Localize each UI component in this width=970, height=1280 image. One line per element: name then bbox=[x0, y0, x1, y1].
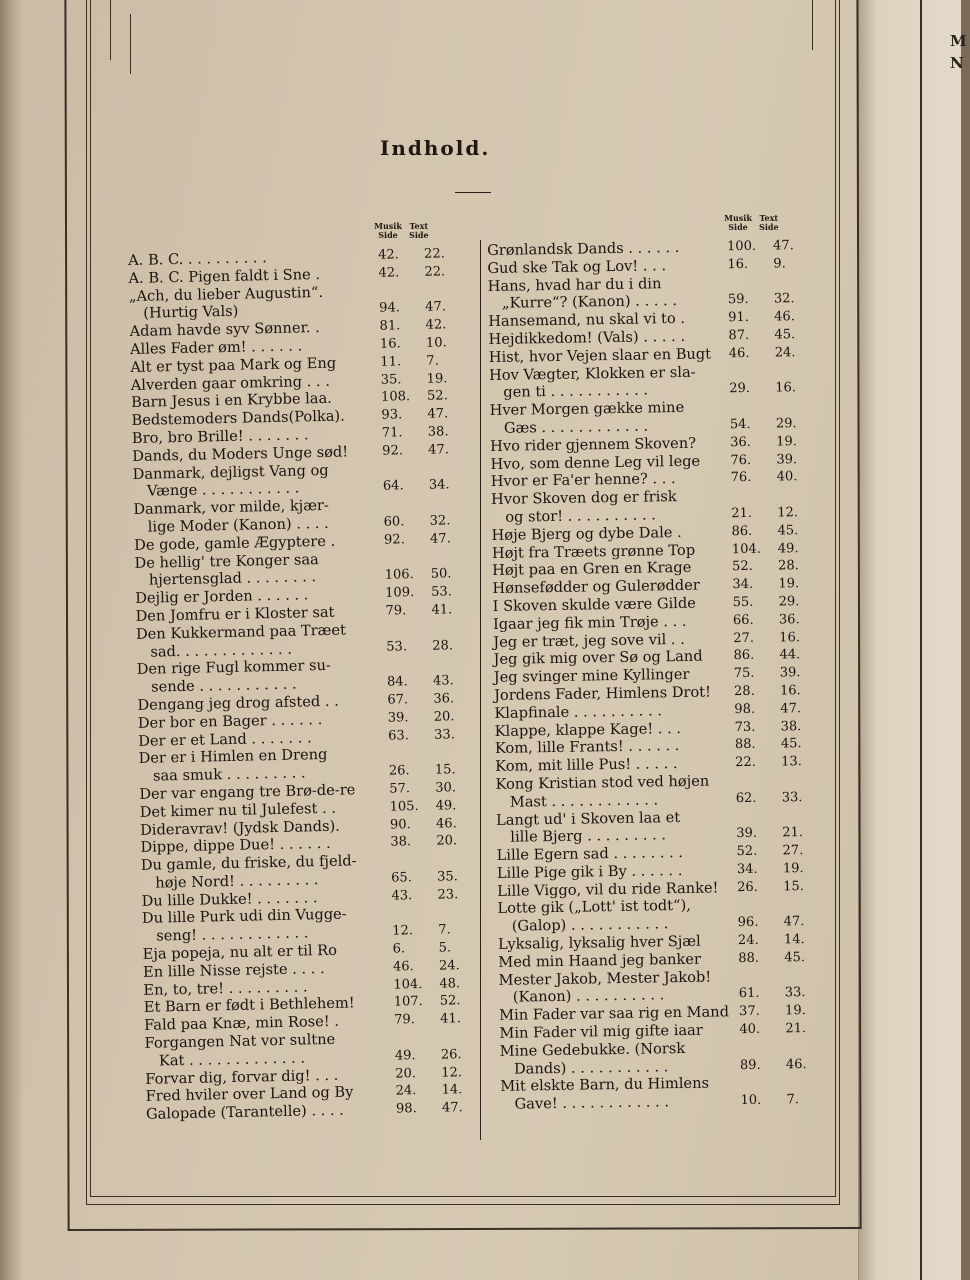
entry-title: Dengang jeg drog afsted . . bbox=[137, 692, 340, 714]
musik-page-number: 75. bbox=[733, 665, 755, 682]
musik-label: Musik bbox=[374, 221, 402, 231]
musik-page-number: 94. bbox=[379, 300, 401, 317]
musik-page-number: 92. bbox=[383, 532, 405, 548]
entry-title: Lille Viggo, vil du ride Ranke! bbox=[497, 879, 719, 900]
musik-page-number: 26. bbox=[737, 879, 758, 895]
musik-page-number: 88. bbox=[738, 950, 760, 967]
musik-page-number: 52. bbox=[736, 843, 758, 860]
musik-page-number: 63. bbox=[388, 727, 410, 744]
text-page-number: 12. bbox=[441, 1064, 463, 1081]
text-page-number: 50. bbox=[430, 566, 452, 583]
musik-page-number: 76. bbox=[730, 470, 752, 486]
entry-title: A. B. C. Pigen faldt i Sne . bbox=[128, 265, 321, 287]
musik-page-number: 91. bbox=[728, 310, 750, 326]
text-page-number: 22. bbox=[423, 246, 445, 262]
text-label: Text bbox=[409, 221, 429, 231]
entry-title: Kong Kristian stod ved højen bbox=[495, 772, 710, 793]
text-page-number: 14. bbox=[441, 1082, 463, 1099]
musik-side-header bbox=[374, 222, 402, 240]
musik-page-number: 84. bbox=[386, 674, 408, 690]
musik-page-number: 89. bbox=[739, 1057, 761, 1073]
text-page-number: 47. bbox=[780, 700, 802, 717]
entry-title: Jeg svinger mine Kyllinger bbox=[493, 665, 690, 687]
entry-title: Du gamle, du friske, du fjeld- bbox=[140, 852, 357, 874]
text-page-number: 41. bbox=[431, 602, 453, 618]
musik-page-number: 87. bbox=[728, 327, 750, 344]
entry-title-continuation: Kat . . . . . . . . . . . . . bbox=[158, 1049, 306, 1070]
page-title: Indhold. bbox=[380, 136, 491, 160]
musik-page-number: 73. bbox=[734, 719, 756, 735]
text-page-number: 35. bbox=[437, 869, 458, 885]
musik-page-number: 38. bbox=[390, 834, 412, 850]
toc-entry bbox=[500, 1037, 851, 1078]
musik-page-number: 28. bbox=[733, 683, 755, 700]
musik-page-number: 43. bbox=[391, 887, 413, 904]
entry-title: „Ach, du lieber Augustin“. bbox=[128, 283, 324, 305]
entry-title: Eja popeja, nu alt er til Ro bbox=[142, 941, 338, 963]
musik-page-number: 27. bbox=[733, 630, 755, 646]
text-page-number: 45. bbox=[774, 327, 796, 343]
musik-page-number: 107. bbox=[393, 994, 423, 1011]
entry-title: De gode, gamle Ægyptere . bbox=[133, 532, 336, 554]
text-page-number: 44. bbox=[779, 647, 801, 663]
text-side-header bbox=[405, 222, 433, 240]
text-page-number: 40. bbox=[776, 469, 798, 485]
text-page-number: 14. bbox=[783, 932, 805, 948]
entry-title: A. B. C. . . . . . . . . . bbox=[128, 249, 267, 269]
entry-title: Den rige Fugl kommer su- bbox=[136, 657, 332, 679]
text-page-number: 47. bbox=[772, 238, 794, 254]
musik-page-number: 105. bbox=[389, 798, 419, 815]
column-headers-left bbox=[374, 222, 433, 240]
entry-title-continuation: gen ti . . . . . . . . . . . bbox=[503, 381, 649, 402]
musik-page-number: 79. bbox=[393, 1012, 415, 1028]
entry-title-continuation: hjertensglad . . . . . . . . bbox=[148, 568, 317, 589]
musik-page-number: 35. bbox=[380, 371, 402, 388]
text-page-number: 29. bbox=[775, 416, 797, 432]
title-rule bbox=[455, 192, 491, 193]
text-page-number: 19. bbox=[778, 576, 800, 592]
text-page-number: 38. bbox=[427, 424, 449, 440]
text-page-number: 45. bbox=[784, 949, 806, 966]
musik-page-number: 88. bbox=[734, 737, 756, 753]
musik-page-number: 76. bbox=[730, 452, 752, 468]
text-side-header bbox=[755, 214, 783, 232]
entry-title: Hvor Skoven dog er frisk bbox=[490, 488, 677, 509]
toc-entry bbox=[497, 895, 848, 936]
entry-title: Dideravrav! (Jydsk Dands). bbox=[139, 817, 341, 839]
text-page-number: 22. bbox=[424, 264, 446, 280]
entry-title-continuation: Dands) . . . . . . . . . . . bbox=[513, 1057, 669, 1078]
entry-title: Hver Morgen gække mine bbox=[489, 399, 685, 420]
entry-title: Dands, du Moders Unge sød! bbox=[132, 443, 349, 465]
entry-title: Barn Jesus i en Krybbe laa. bbox=[130, 390, 333, 412]
entry-title-continuation: Vænge . . . . . . . . . . . bbox=[146, 479, 300, 501]
text-page-number: 49. bbox=[435, 797, 457, 814]
next-page-frame-line bbox=[920, 0, 922, 1280]
entry-title: Alt er tyst paa Mark og Eng bbox=[130, 354, 337, 376]
text-page-number: 46. bbox=[435, 815, 457, 832]
musik-page-number: 34. bbox=[732, 577, 754, 593]
text-page-number: 26. bbox=[440, 1047, 462, 1063]
musik-page-number: 55. bbox=[732, 594, 754, 611]
musik-page-number: 108. bbox=[380, 389, 411, 406]
text-page-number: 48. bbox=[439, 975, 461, 992]
entry-title-continuation: høje Nord! . . . . . . . . . bbox=[155, 871, 319, 892]
text-page-number: 9. bbox=[773, 256, 786, 272]
book-spine-edge bbox=[0, 0, 22, 1280]
column-headers-right bbox=[724, 214, 783, 232]
musik-label: Musik bbox=[724, 213, 752, 223]
musik-page-number: 104. bbox=[393, 976, 423, 993]
text-page-number: 46. bbox=[774, 309, 796, 325]
musik-page-number: 98. bbox=[395, 1101, 417, 1117]
text-page-number: 21. bbox=[782, 825, 804, 841]
text-page-number: 10. bbox=[425, 335, 447, 351]
side-label: Side bbox=[759, 222, 779, 232]
entry-title: Højt paa en Gren en Krage bbox=[492, 559, 692, 580]
musik-page-number: 34. bbox=[736, 861, 758, 878]
entry-title: Dejlig er Jorden . . . . . . bbox=[135, 586, 309, 608]
entry-title-continuation: sad. . . . . . . . . . . . . bbox=[150, 640, 293, 661]
text-page-number: 33. bbox=[784, 985, 806, 1001]
entry-title: Den Kukkermand paa Træet bbox=[135, 621, 347, 643]
entry-title-continuation: Mast . . . . . . . . . . . . bbox=[509, 791, 659, 811]
entry-title: Langt ud' i Skoven laa et bbox=[495, 808, 681, 829]
text-page-number: 27. bbox=[782, 843, 804, 859]
entry-title-continuation: seng! . . . . . . . . . . . . bbox=[156, 924, 309, 945]
frame-line bbox=[110, 0, 111, 60]
musik-page-number: 40. bbox=[739, 1021, 761, 1038]
frame-line bbox=[130, 14, 131, 74]
entry-title: Gud ske Tak og Lov! . . . bbox=[487, 256, 667, 277]
next-page-edge bbox=[858, 0, 961, 1280]
musik-page-number: 52. bbox=[732, 559, 753, 575]
musik-page-number: 64. bbox=[382, 478, 404, 495]
text-page-number: 47. bbox=[428, 442, 450, 458]
entry-title: Min Fader vil mig gifte iaar bbox=[499, 1021, 703, 1042]
entry-title: Adam havde syv Sønner. . bbox=[129, 319, 320, 341]
text-label: Text bbox=[759, 213, 779, 223]
musik-page-number: 92. bbox=[382, 443, 404, 459]
text-page-number: 47. bbox=[441, 1100, 463, 1116]
entry-title: Hans, hvad har du i din bbox=[487, 274, 662, 295]
entry-title: Højt fra Træets grønne Top bbox=[491, 541, 696, 562]
text-page-number: 29. bbox=[778, 594, 800, 610]
entry-title: Lyksalig, lyksalig hver Sjæl bbox=[497, 932, 701, 953]
text-page-number: 28. bbox=[778, 558, 799, 574]
entry-title-continuation: sende . . . . . . . . . . . bbox=[150, 675, 297, 696]
musik-page-number: 60. bbox=[383, 514, 405, 530]
text-page-number: 33. bbox=[781, 789, 803, 806]
toc-entry bbox=[498, 966, 849, 1007]
entry-title: Klappe, klappe Kage! . . . bbox=[494, 719, 682, 740]
text-page-number: 24. bbox=[774, 344, 796, 361]
text-page-number: 15. bbox=[783, 878, 804, 895]
entry-title: Grønlandsk Dands . . . . . . bbox=[487, 238, 680, 259]
text-page-number: 24. bbox=[438, 958, 460, 974]
text-page-number: 32. bbox=[773, 291, 795, 307]
toc-column-right bbox=[487, 237, 851, 1114]
entry-title: Hist, hvor Vejen slaar en Bugt bbox=[488, 345, 712, 366]
text-page-number: 39. bbox=[776, 451, 798, 468]
entry-title: Du lille Dukke! . . . . . . . bbox=[141, 888, 318, 910]
musik-page-number: 61. bbox=[738, 986, 760, 1002]
entry-title: Dippe, dippe Due! . . . . . . bbox=[140, 835, 331, 857]
musik-page-number: 100. bbox=[726, 238, 757, 255]
entry-title: De hellig' tre Konger saa bbox=[134, 550, 319, 572]
toc-entry bbox=[500, 1073, 851, 1114]
text-page-number: 28. bbox=[432, 637, 454, 654]
entry-title-continuation: „Kurre“? (Kanon) . . . . . bbox=[501, 292, 678, 313]
musik-page-number: 104. bbox=[731, 541, 761, 557]
text-page-number: 43. bbox=[432, 673, 454, 689]
text-page-number: 7. bbox=[426, 353, 439, 369]
entry-title-continuation: Gæs . . . . . . . . . . . . bbox=[503, 417, 649, 437]
musik-page-number: 39. bbox=[387, 709, 409, 726]
text-page-number: 47. bbox=[425, 299, 447, 316]
entry-title: Hvo, som denne Leg vil lege bbox=[490, 452, 701, 473]
text-page-number: 7. bbox=[438, 922, 451, 938]
entry-title: Fald paa Knæ, min Rose! . bbox=[144, 1013, 340, 1035]
entry-title: Du lille Purk udi din Vugge- bbox=[141, 906, 347, 928]
entry-title-continuation: (Hurtig Vals) bbox=[143, 303, 239, 323]
musik-page-number: 20. bbox=[395, 1065, 417, 1082]
entry-title-continuation: (Galop) . . . . . . . . . . . bbox=[511, 915, 669, 935]
frame-line bbox=[812, 0, 813, 50]
text-page-number: 20. bbox=[433, 708, 455, 725]
entry-title: Mine Gedebukke. (Norsk bbox=[499, 1039, 686, 1060]
musik-page-number: 109. bbox=[385, 585, 415, 601]
entry-title: Forgangen Nat vor sultne bbox=[144, 1030, 336, 1052]
entry-title: Forvar dig, forvar dig! . . . bbox=[145, 1066, 339, 1088]
toc-entry bbox=[489, 361, 840, 402]
musik-page-number: 62. bbox=[735, 790, 757, 806]
toc-entry bbox=[491, 486, 842, 527]
musik-page-number: 29. bbox=[729, 381, 751, 397]
entry-title: Fred hviler over Land og By bbox=[145, 1083, 354, 1106]
musik-page-number: 98. bbox=[734, 701, 756, 717]
entry-title: Hov Vægter, Klokken er sla- bbox=[488, 363, 696, 384]
entry-title: Et Barn er født i Bethlehem! bbox=[143, 994, 355, 1017]
text-page-number: 5. bbox=[438, 940, 452, 956]
entry-title: Alverden gaar omkring . . . bbox=[130, 372, 331, 394]
entry-title-continuation: lige Moder (Kanon) . . . . bbox=[147, 514, 329, 536]
entry-title: Bro, bro Brille! . . . . . . . bbox=[131, 426, 309, 447]
musik-page-number: 66. bbox=[732, 612, 754, 628]
text-page-number: 46. bbox=[785, 1056, 807, 1073]
entry-title: En lille Nisse rejste . . . . bbox=[142, 959, 325, 981]
musik-page-number: 42. bbox=[377, 247, 399, 263]
text-page-number: 53. bbox=[431, 584, 453, 600]
musik-page-number: 86. bbox=[733, 648, 755, 664]
text-page-number: 19. bbox=[426, 370, 448, 387]
musik-page-number: 81. bbox=[379, 318, 401, 334]
text-page-number: 16. bbox=[779, 683, 801, 699]
text-page-number: 16. bbox=[779, 629, 801, 645]
text-page-number: 19. bbox=[785, 1003, 806, 1019]
musik-page-number: 79. bbox=[385, 603, 407, 619]
text-page-number: 34. bbox=[428, 477, 450, 494]
text-page-number: 41. bbox=[439, 1011, 461, 1027]
side-label: Side bbox=[378, 230, 398, 240]
text-page-number: 19. bbox=[782, 860, 804, 877]
toc-entry bbox=[495, 770, 846, 811]
musik-page-number: 46. bbox=[728, 345, 750, 361]
text-page-number: 15. bbox=[434, 762, 456, 778]
entry-title: Mester Jakob, Mester Jakob! bbox=[498, 968, 712, 989]
musik-page-number: 11. bbox=[380, 354, 402, 370]
text-page-number: 45. bbox=[780, 736, 802, 752]
entry-title: Min Fader var saa rig en Mand bbox=[499, 1003, 730, 1025]
musik-page-number: 53. bbox=[386, 638, 408, 655]
text-page-number: 49. bbox=[777, 540, 799, 557]
musik-page-number: 57. bbox=[389, 781, 411, 797]
musik-page-number: 24. bbox=[395, 1083, 417, 1100]
text-page-number: 23. bbox=[437, 886, 459, 903]
text-page-number: 7. bbox=[786, 1092, 800, 1108]
entry-title-continuation: Gave! . . . . . . . . . . . . bbox=[514, 1093, 670, 1113]
toc-entry bbox=[496, 806, 847, 847]
entry-title: Klapfinale . . . . . . . . . . bbox=[494, 702, 663, 722]
musik-page-number: 93. bbox=[381, 407, 403, 423]
musik-page-number: 12. bbox=[392, 923, 414, 939]
musik-page-number: 106. bbox=[384, 567, 414, 584]
text-page-number: 52. bbox=[439, 993, 461, 1010]
musik-page-number: 90. bbox=[389, 816, 411, 833]
musik-page-number: 22. bbox=[735, 754, 757, 771]
entry-title: Kom, mit lille Pus! . . . . . bbox=[495, 755, 678, 776]
text-page-number: 47. bbox=[427, 406, 449, 422]
entry-title: Mit elskte Barn, du Himlens bbox=[500, 1075, 710, 1096]
text-page-number: 36. bbox=[433, 691, 455, 707]
musik-page-number: 26. bbox=[388, 763, 410, 779]
entry-title: En, to, tre! . . . . . . . . . bbox=[143, 978, 308, 999]
text-page-number: 30. bbox=[435, 780, 457, 796]
entry-title: Galopade (Tarantelle) . . . . bbox=[145, 1101, 345, 1124]
text-page-number: 47. bbox=[783, 914, 805, 930]
musik-page-number: 39. bbox=[736, 826, 758, 842]
text-page-number: 47. bbox=[429, 531, 451, 547]
text-page-number: 12. bbox=[777, 505, 799, 521]
musik-page-number: 21. bbox=[731, 505, 753, 522]
musik-page-number: 10. bbox=[740, 1093, 762, 1109]
musik-page-number: 86. bbox=[731, 523, 753, 539]
entry-title: Hansemand, nu skal vi to . bbox=[488, 310, 686, 331]
text-page-number: 20. bbox=[436, 833, 458, 849]
text-page-number: 21. bbox=[785, 1021, 807, 1037]
musik-page-number: 49. bbox=[394, 1048, 416, 1064]
musik-page-number: 16. bbox=[379, 336, 401, 352]
musik-page-number: 71. bbox=[381, 425, 403, 441]
musik-page-number: 36. bbox=[730, 434, 751, 450]
side-label: Side bbox=[728, 222, 748, 232]
entry-title: Der bor en Bager . . . . . . bbox=[137, 710, 323, 732]
entry-title-continuation: saa smuk . . . . . . . . . bbox=[152, 764, 306, 785]
entry-title: Igaar jeg fik min Trøje . . . bbox=[492, 612, 687, 633]
text-page-number: 45. bbox=[777, 522, 799, 539]
toc-entry bbox=[488, 272, 839, 313]
text-page-number: 16. bbox=[775, 380, 797, 396]
musik-page-number: 65. bbox=[391, 870, 413, 886]
text-page-number: 52. bbox=[426, 388, 448, 405]
entry-title: Jordens Fader, Himlens Drot! bbox=[493, 683, 712, 704]
musik-page-number: 42. bbox=[378, 265, 400, 281]
musik-page-number: 46. bbox=[392, 959, 414, 975]
toc-column-left bbox=[128, 245, 486, 1124]
entry-title: Hejdikkedom! (Vals) . . . . . bbox=[488, 327, 686, 348]
text-page-number: 39. bbox=[779, 665, 801, 681]
toc-entry bbox=[490, 397, 841, 438]
text-page-number: 32. bbox=[429, 513, 451, 529]
entry-title: Lille Pige gik i By . . . . . . bbox=[496, 861, 683, 882]
entry-title: Bedstemoders Dands(Polka). bbox=[131, 407, 345, 430]
entry-title: Høje Bjerg og dybe Dale . bbox=[491, 523, 682, 544]
entry-title: Alles Fader øm! . . . . . . bbox=[129, 337, 303, 358]
entry-title: Med min Haand jeg banker bbox=[498, 950, 702, 971]
text-page-number: 36. bbox=[778, 611, 800, 628]
next-page-glyphs: M N bbox=[950, 32, 967, 72]
entry-title: Jeg er træt, jeg sove vil . . bbox=[493, 630, 685, 651]
entry-title: Hvo rider gjennem Skoven? bbox=[490, 434, 697, 455]
entry-title: Danmark, dejligst Vang og bbox=[132, 461, 329, 483]
entry-title: Hønsefødder og Gulerødder bbox=[492, 576, 700, 598]
musik-page-number: 54. bbox=[729, 416, 751, 433]
entry-title: Der er i Himlen en Dreng bbox=[138, 746, 328, 768]
entry-title: Jeg gik mig over Sø og Land bbox=[493, 647, 703, 669]
text-page-number: 33. bbox=[434, 726, 456, 743]
text-page-number: 19. bbox=[776, 433, 797, 450]
entry-title: Kom, lille Frants! . . . . . . bbox=[494, 737, 680, 758]
text-page-number: 42. bbox=[425, 317, 447, 333]
entry-title-continuation: og stor! . . . . . . . . . . bbox=[505, 506, 656, 526]
entry-title: Der er et Land . . . . . . . bbox=[138, 728, 312, 750]
musik-page-number: 37. bbox=[739, 1004, 760, 1020]
musik-page-number: 16. bbox=[727, 256, 749, 273]
entry-title: Hvor er Fa'er henne? . . . bbox=[490, 470, 676, 491]
entry-title: Lille Egern sad . . . . . . . . bbox=[496, 844, 684, 865]
musik-page-number: 67. bbox=[387, 692, 409, 708]
side-label: Side bbox=[409, 230, 429, 240]
musik-page-number: 24. bbox=[737, 932, 759, 949]
entry-title: I Skoven skulde være Gilde bbox=[492, 594, 696, 615]
entry-title: Der var engang tre Brø-de-re bbox=[139, 781, 356, 803]
musik-side-header bbox=[724, 214, 752, 232]
entry-title-continuation: lille Bjerg . . . . . . . . . bbox=[510, 826, 667, 847]
entry-title-continuation: (Kanon) . . . . . . . . . . bbox=[512, 986, 665, 1007]
musik-page-number: 6. bbox=[392, 941, 406, 957]
musik-page-number: 96. bbox=[737, 915, 759, 931]
musik-page-number: 59. bbox=[727, 292, 749, 308]
entry-title: Den Jomfru er i Kloster sat bbox=[135, 603, 335, 625]
entry-title: Det kimer nu til Julefest . . bbox=[139, 799, 337, 821]
text-page-number: 38. bbox=[780, 718, 802, 734]
entry-title: Danmark, vor milde, kjær- bbox=[133, 497, 330, 519]
text-page-number: 13. bbox=[781, 754, 803, 770]
entry-title: Lotte gik („Lott' ist todt“), bbox=[497, 897, 691, 918]
